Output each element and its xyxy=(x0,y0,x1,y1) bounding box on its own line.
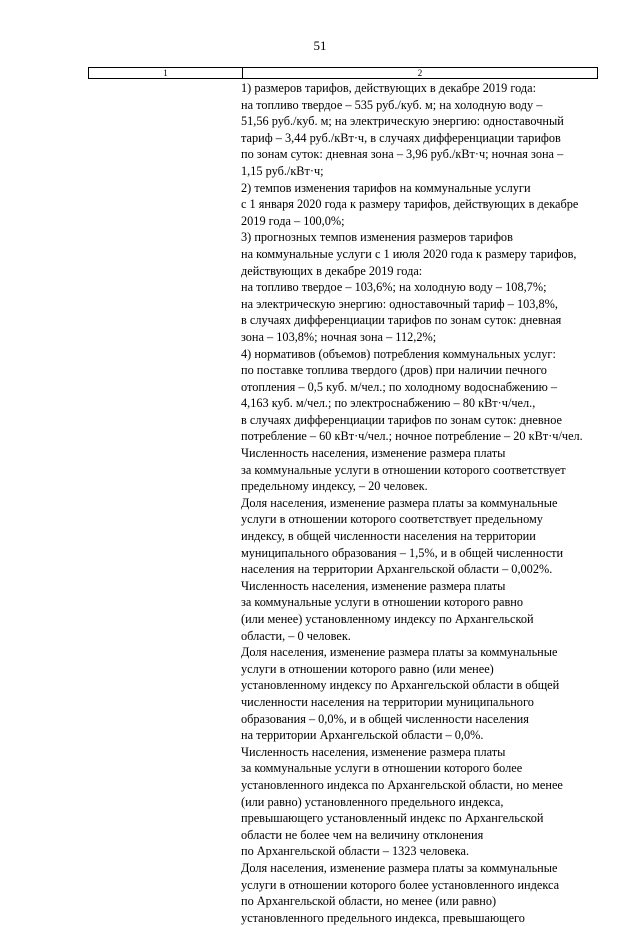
text-line: за коммунальные услуги в отношении которого равно xyxy=(241,595,524,610)
text-line: за коммунальные услуги в отношении которого соответствует xyxy=(241,462,566,477)
text-line: услуги в отношении которого соответствует предельному xyxy=(241,512,543,527)
text-line: на территории Архангельской области – 0,0%. xyxy=(241,728,484,743)
text-line: области не более чем на величину отклонения xyxy=(241,827,484,842)
text-line: 2) темпов изменения тарифов на коммунальные услуги xyxy=(241,180,531,195)
text-line: образования – 0,0%, и в общей численности населения xyxy=(241,711,529,726)
text-line: тариф – 3,44 руб./кВт·ч, в случаях дифференциации тарифов xyxy=(241,130,561,145)
text-line: отопления – 0,5 куб. м/чел.; по холодному водоснабжению – xyxy=(241,379,558,394)
table-header-col-2: 2 xyxy=(417,68,423,78)
table-header-row xyxy=(88,67,598,79)
text-line: по зонам суток: дневная зона – 3,96 руб./кВт·ч; ночная зона – xyxy=(241,147,564,162)
text-line: по Архангельской области, но менее (или равно) xyxy=(241,894,497,909)
text-line: действующих в декабре 2019 года: xyxy=(241,263,423,278)
text-line: (или равно) установленного предельного индекса, xyxy=(241,794,504,809)
text-line: по поставке топлива твердого (дров) при наличии печного xyxy=(241,363,547,378)
text-line: 1,15 руб./кВт·ч; xyxy=(241,163,324,178)
text-line: предельному индексу, – 20 человек. xyxy=(241,479,428,494)
text-line: Доля населения, изменение размера платы за коммунальные xyxy=(241,645,558,660)
text-line: Численность населения, изменение размера платы xyxy=(241,744,506,759)
table-cell-col-2-text xyxy=(241,80,601,926)
text-line: на коммунальные услуги с 1 июля 2020 года к размеру тарифов, xyxy=(241,246,577,261)
text-line: за коммунальные услуги в отношении которого более xyxy=(241,761,523,776)
text-line: превышающего установленный индекс по Архангельской xyxy=(241,811,544,826)
text-line: потребление – 60 кВт·ч/чел.; ночное потребление – 20 кВт·ч/чел. xyxy=(241,429,583,444)
text-line: по Архангельской области – 1323 человека. xyxy=(241,844,470,859)
text-line: установленного предельного индекса, превышающего xyxy=(241,910,525,925)
text-line: услуги в отношении которого равно (или менее) xyxy=(241,661,494,676)
text-line: 1) размеров тарифов, действующих в декабре 2019 года: xyxy=(241,81,537,95)
text-line: 4,163 куб. м/чел.; по электроснабжению – 80 кВт·ч/чел., xyxy=(241,396,536,411)
text-line: Численность населения, изменение размера платы xyxy=(241,578,506,593)
text-line: муниципального образования – 1,5%, и в общей численности xyxy=(241,545,564,560)
text-line: индексу, в общей численности населения на территории xyxy=(241,529,536,544)
page-number: 51 xyxy=(313,38,327,53)
text-line: Численность населения, изменение размера платы xyxy=(241,446,506,461)
text-line: Доля населения, изменение размера платы за коммунальные xyxy=(241,860,558,875)
text-line: в случаях дифференциации тарифов по зонам суток: дневная xyxy=(241,313,562,328)
text-line: 51,56 руб./куб. м; на электрическую энергию: одноставочный xyxy=(241,114,564,129)
text-line: установленному индексу по Архангельской области в общей xyxy=(241,678,560,693)
text-line: области, – 0 человек. xyxy=(241,628,351,643)
text-line: населения на территории Архангельской области – 0,002%. xyxy=(241,562,553,577)
text-line: установленного индекса по Архангельской области, но менее xyxy=(241,777,563,792)
text-line: зона – 103,8%; ночная зона – 112,2%; xyxy=(241,329,437,344)
text-line: 2019 года – 100,0%; xyxy=(241,213,345,228)
text-line: численности населения на территории муниципального xyxy=(241,694,534,709)
text-line: (или менее) установленному индексу по Архангельской xyxy=(241,612,534,626)
text-line: услуги в отношении которого более установленного индекса xyxy=(241,877,560,892)
text-line: на топливо твердое – 535 руб./куб. м; на холодную воду – xyxy=(241,97,543,112)
text-line: в случаях дифференциации тарифов по зонам суток: дневное xyxy=(241,412,562,427)
text-line: на топливо твердое – 103,6%; на холодную воду – 108,7%; xyxy=(241,280,547,295)
text-line: с 1 января 2020 года к размеру тарифов, действующих в декабре xyxy=(241,197,579,212)
text-line: Доля населения, изменение размера платы за коммунальные xyxy=(241,495,558,510)
text-line: на электрическую энергию: одноставочный тариф – 103,8%, xyxy=(241,296,558,311)
text-line: 4) нормативов (объемов) потребления коммунальных услуг: xyxy=(241,346,556,361)
text-line: 3) прогнозных темпов изменения размеров тарифов xyxy=(241,230,513,245)
table-header-col-1: 1 xyxy=(89,68,243,78)
